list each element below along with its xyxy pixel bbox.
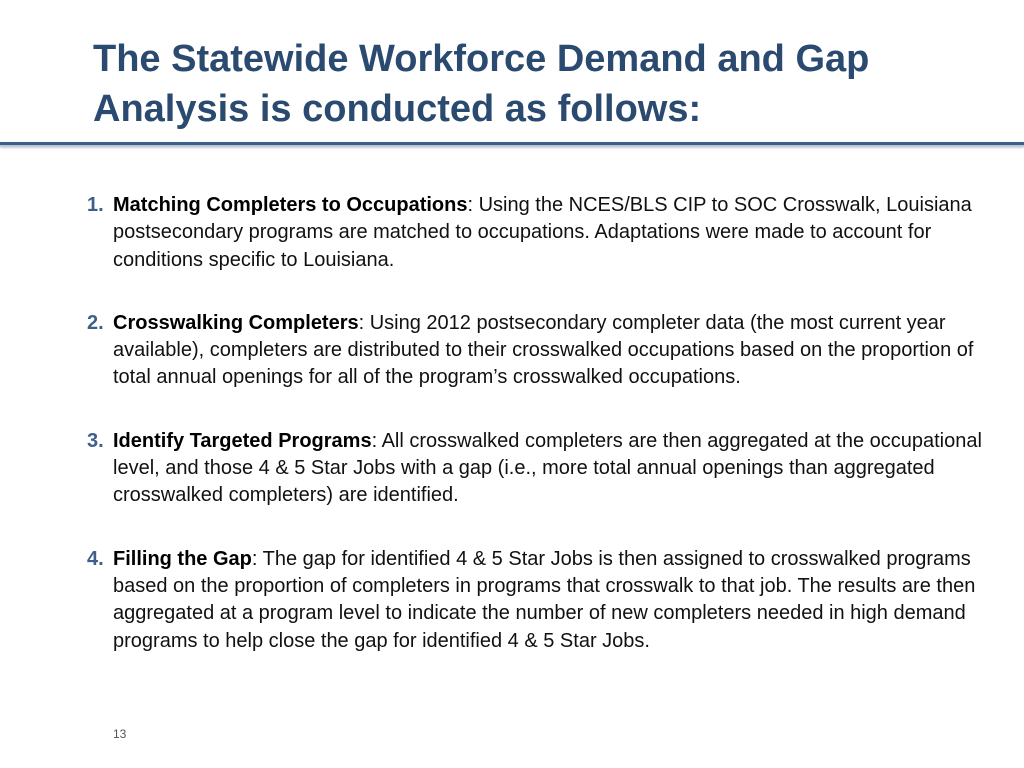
step-heading: Identify Targeted Programs — [113, 429, 372, 452]
step-item — [87, 428, 997, 510]
step-body: : Using 2012 postsecondary completer data (the most current year available), completers are distributed to their crosswalked occupations based on the proportion of total annual openings for all of the program’s crosswalked occupations. — [113, 311, 974, 389]
step-heading: Crosswalking Completers — [113, 311, 359, 334]
step-item — [87, 192, 997, 274]
step-body: : All crosswalked completers are then aggregated at the occupational level, and those 4 & 5 Star Jobs with a gap (i.e., more total annual openings than aggregated crosswalked completers) are identified. — [113, 429, 982, 507]
steps-list — [87, 192, 997, 691]
slide-title: The Statewide Workforce Demand and Gap Analysis is conducted as follows: — [93, 38, 870, 130]
page-number: 13 — [113, 727, 127, 741]
step-number: 4. — [87, 547, 104, 570]
step-heading: Filling the Gap — [113, 547, 252, 570]
step-number: 1. — [87, 194, 104, 216]
step-item — [87, 546, 997, 655]
step-body: : The gap for identified 4 & 5 Star Jobs is then assigned to crosswalked programs based on the proportion of completers in programs that crosswalk to that job. The results are then aggregated at a program level to indicate the number of new completers needed in high demand programs to help close the gap for identified 4 & 5 Star Jobs. — [113, 547, 976, 652]
step-item — [87, 310, 997, 392]
step-number: 3. — [87, 429, 104, 452]
step-heading: Matching Completers to Occupations — [113, 194, 468, 216]
title-divider-shadow — [0, 145, 1024, 148]
step-body: : Using the NCES/BLS CIP to SOC Crosswalk, Louisiana postsecondary programs are matched to occupations. Adaptations were made to account for conditions specific to Louisiana. — [113, 194, 972, 271]
step-number: 2. — [87, 311, 104, 334]
